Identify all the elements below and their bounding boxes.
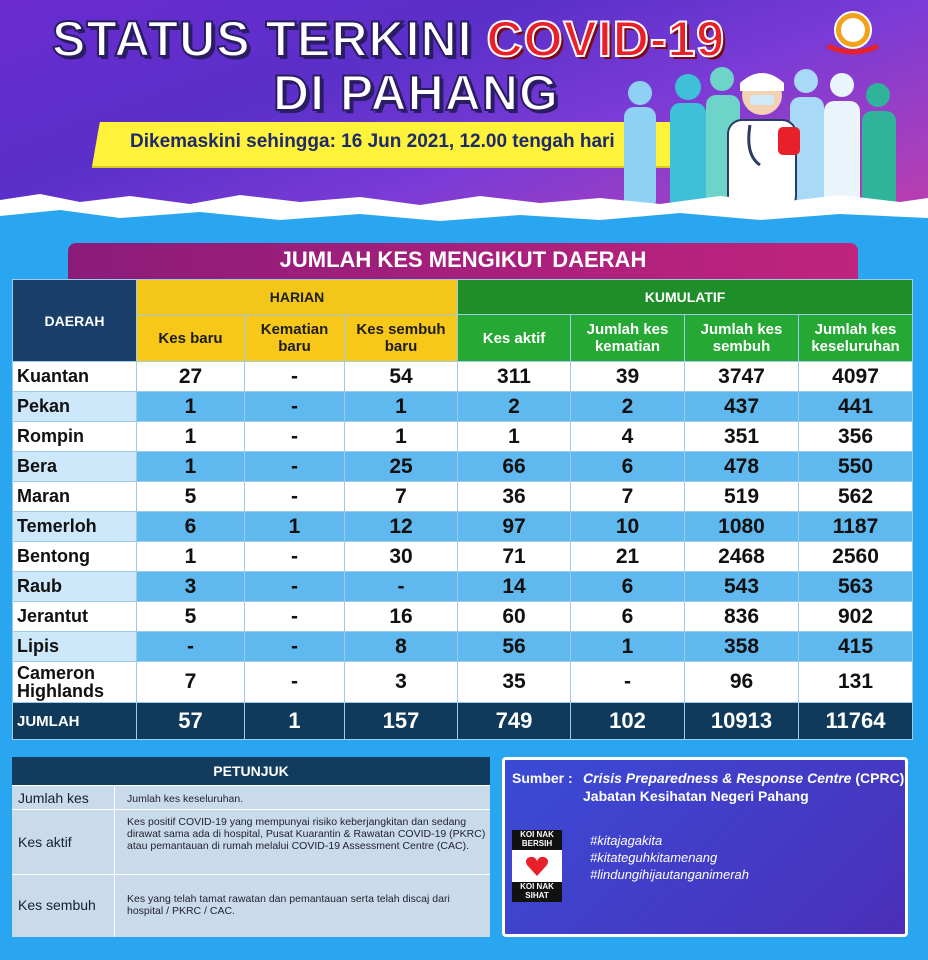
- table-cell: 10: [571, 512, 685, 542]
- table-cell: 21: [571, 542, 685, 572]
- legend-def: Kes yang telah tamat rawatan dan pemantauan serta telah discaj dari hospital / PKRC / CAC.: [127, 893, 450, 917]
- table-cell: -: [245, 662, 345, 703]
- table-cell: 1: [571, 632, 685, 662]
- source-org: Crisis Preparedness & Response Centre: [583, 770, 852, 786]
- source-label: Sumber :: [512, 770, 573, 786]
- district-name: Kuantan: [13, 362, 137, 392]
- badge-bottom-text: KOI NAK SIHAT: [512, 882, 562, 902]
- header-daerah: DAERAH: [13, 280, 137, 362]
- table-cell: 14: [458, 572, 571, 602]
- table-cell: 30: [345, 542, 458, 572]
- health-workers-illustration: [610, 65, 920, 210]
- legend-def: Jumlah kes keseluruhan.: [127, 793, 244, 805]
- col-kes-sembuh-baru: Kes sembuh baru: [345, 315, 458, 362]
- col-kes-aktif: Kes aktif: [458, 315, 571, 362]
- table-row: [13, 392, 913, 422]
- table-title: JUMLAH KES MENGIKUT DAERAH: [279, 247, 647, 272]
- table-cell: 2468: [685, 542, 799, 572]
- table-cell: -: [345, 572, 458, 602]
- table-cell: -: [245, 422, 345, 452]
- table-cell: 902: [799, 602, 913, 632]
- hashtag: #kitajagakita: [590, 833, 663, 848]
- table-cell: 1: [345, 422, 458, 452]
- table-cell: 7: [345, 482, 458, 512]
- table-cell: 519: [685, 482, 799, 512]
- table-cell: 7: [571, 482, 685, 512]
- total-label: JUMLAH: [13, 703, 137, 740]
- table-cell: 358: [685, 632, 799, 662]
- table-row: [13, 422, 913, 452]
- table-row: [13, 632, 913, 662]
- table-cell: -: [571, 662, 685, 703]
- legend-def: Kes positif COVID-19 yang mempunyai risiko keberjangkitan dan sedang dirawat sama ada di hospital, Pusat Kuarantin & Rawatan COVID-19 (PKRC) atau pemantauan di rumah melalui COVID-19 Assessment Centre (CAC).: [127, 816, 486, 852]
- torn-paper-edge: [0, 190, 928, 225]
- district-name: Bentong: [13, 542, 137, 572]
- total-cell: 10913: [685, 703, 799, 740]
- source-line2: Jabatan Kesihatan Negeri Pahang: [583, 788, 809, 804]
- table-cell: -: [245, 482, 345, 512]
- table-cell: 563: [799, 572, 913, 602]
- table-cell: -: [245, 452, 345, 482]
- district-name: Jerantut: [13, 602, 137, 632]
- table-cell: 437: [685, 392, 799, 422]
- table-cell: -: [137, 632, 245, 662]
- col-jumlah-kes-keseluruhan: Jumlah kes keseluruhan: [799, 315, 913, 362]
- legend-title: PETUNJUK: [12, 757, 490, 785]
- col-jumlah-kes-sembuh: Jumlah kes sembuh: [685, 315, 799, 362]
- header-banner: [0, 0, 928, 225]
- main-title: [52, 10, 725, 68]
- table-row: [13, 542, 913, 572]
- table-cell: 5: [137, 482, 245, 512]
- table-cell: 36: [458, 482, 571, 512]
- district-name: Pekan: [13, 392, 137, 422]
- table-row: [13, 362, 913, 392]
- col-kes-baru: Kes baru: [137, 315, 245, 362]
- total-cell: 102: [571, 703, 685, 740]
- table-cell: 1187: [799, 512, 913, 542]
- hashtag: #kitateguhkitamenang: [590, 850, 718, 865]
- district-cases-table: [12, 279, 913, 740]
- table-cell: 6: [137, 512, 245, 542]
- table-cell: 56: [458, 632, 571, 662]
- total-cell: 749: [458, 703, 571, 740]
- table-cell: 478: [685, 452, 799, 482]
- title-covid: COVID-19: [486, 11, 726, 67]
- table-cell: 7: [137, 662, 245, 703]
- table-cell: 12: [345, 512, 458, 542]
- table-cell: 2: [571, 392, 685, 422]
- source-org-abbr: (CPRC): [851, 770, 905, 786]
- legend-term: Kes sembuh: [18, 897, 96, 913]
- table-cell: 1: [245, 512, 345, 542]
- jkn-logo-icon: [818, 8, 888, 60]
- table-cell: 39: [571, 362, 685, 392]
- table-cell: 6: [571, 572, 685, 602]
- table-cell: 2: [458, 392, 571, 422]
- table-cell: 5: [137, 602, 245, 632]
- total-cell: 157: [345, 703, 458, 740]
- table-cell: 131: [799, 662, 913, 703]
- table-cell: 8: [345, 632, 458, 662]
- total-cell: 57: [137, 703, 245, 740]
- table-cell: 562: [799, 482, 913, 512]
- table-cell: -: [245, 632, 345, 662]
- table-cell: 311: [458, 362, 571, 392]
- table-cell: 550: [799, 452, 913, 482]
- table-row: [13, 512, 913, 542]
- table-row: [13, 482, 913, 512]
- table-cell: 356: [799, 422, 913, 452]
- table-cell: 6: [571, 452, 685, 482]
- table-cell: 96: [685, 662, 799, 703]
- table-cell: 4097: [799, 362, 913, 392]
- district-name: Rompin: [13, 422, 137, 452]
- col-kematian-baru: Kematian baru: [245, 315, 345, 362]
- table-cell: 66: [458, 452, 571, 482]
- table-cell: 1: [137, 422, 245, 452]
- table-cell: -: [245, 572, 345, 602]
- title-di-pahang: DI PAHANG: [273, 65, 559, 121]
- legend-term: Kes aktif: [18, 834, 72, 850]
- district-name: Bera: [13, 452, 137, 482]
- legend-term: Jumlah kes: [18, 790, 89, 806]
- district-name: Lipis: [13, 632, 137, 662]
- table-cell: 415: [799, 632, 913, 662]
- table-cell: -: [245, 392, 345, 422]
- district-name: Temerloh: [13, 512, 137, 542]
- legend-item: [12, 874, 490, 938]
- table-row: [13, 452, 913, 482]
- table-row: [13, 572, 913, 602]
- badge-top-text: KOI NAK BERSIH: [512, 830, 562, 850]
- table-cell: 25: [345, 452, 458, 482]
- table-cell: 71: [458, 542, 571, 572]
- table-cell: 54: [345, 362, 458, 392]
- table-cell: 836: [685, 602, 799, 632]
- district-name: Maran: [13, 482, 137, 512]
- table-row: [13, 662, 913, 703]
- table-cell: 441: [799, 392, 913, 422]
- table-cell: 97: [458, 512, 571, 542]
- total-cell: 1: [245, 703, 345, 740]
- hashtags: [590, 832, 749, 883]
- table-cell: 1: [458, 422, 571, 452]
- table-cell: -: [245, 602, 345, 632]
- table-cell: 3: [137, 572, 245, 602]
- table-cell: 2560: [799, 542, 913, 572]
- table-cell: 1: [137, 392, 245, 422]
- table-cell: -: [245, 542, 345, 572]
- district-name: Raub: [13, 572, 137, 602]
- legend-item: [12, 809, 490, 875]
- title-status-terkini: STATUS TERKINI: [52, 11, 473, 67]
- header-kumulatif: KUMULATIF: [458, 280, 913, 315]
- table-cell: 60: [458, 602, 571, 632]
- table-body: [13, 362, 913, 703]
- district-name: Cameron Highlands: [13, 662, 137, 703]
- table-cell: 16: [345, 602, 458, 632]
- table-cell: 1: [137, 452, 245, 482]
- table-cell: 6: [571, 602, 685, 632]
- col-jumlah-kes-kematian: Jumlah kes kematian: [571, 315, 685, 362]
- table-cell: 543: [685, 572, 799, 602]
- total-cell: 11764: [799, 703, 913, 740]
- hashtag: #lindungihijautanganimerah: [590, 867, 750, 882]
- table-cell: 27: [137, 362, 245, 392]
- table-cell: -: [245, 362, 345, 392]
- table-cell: 35: [458, 662, 571, 703]
- table-cell: 4: [571, 422, 685, 452]
- table-cell: 1: [137, 542, 245, 572]
- total-row: [13, 703, 913, 740]
- koi-nak-sihat-badge: [512, 830, 562, 902]
- table-row: [13, 602, 913, 632]
- update-text: Dikemaskini sehingga: 16 Jun 2021, 12.00 tengah hari: [130, 131, 615, 152]
- legend-item: [12, 785, 490, 810]
- table-cell: 1: [345, 392, 458, 422]
- source-line1: [583, 770, 904, 786]
- heart-icon: [525, 855, 549, 877]
- table-cell: 3: [345, 662, 458, 703]
- table-cell: 1080: [685, 512, 799, 542]
- header-harian: HARIAN: [137, 280, 458, 315]
- table-cell: 351: [685, 422, 799, 452]
- table-cell: 3747: [685, 362, 799, 392]
